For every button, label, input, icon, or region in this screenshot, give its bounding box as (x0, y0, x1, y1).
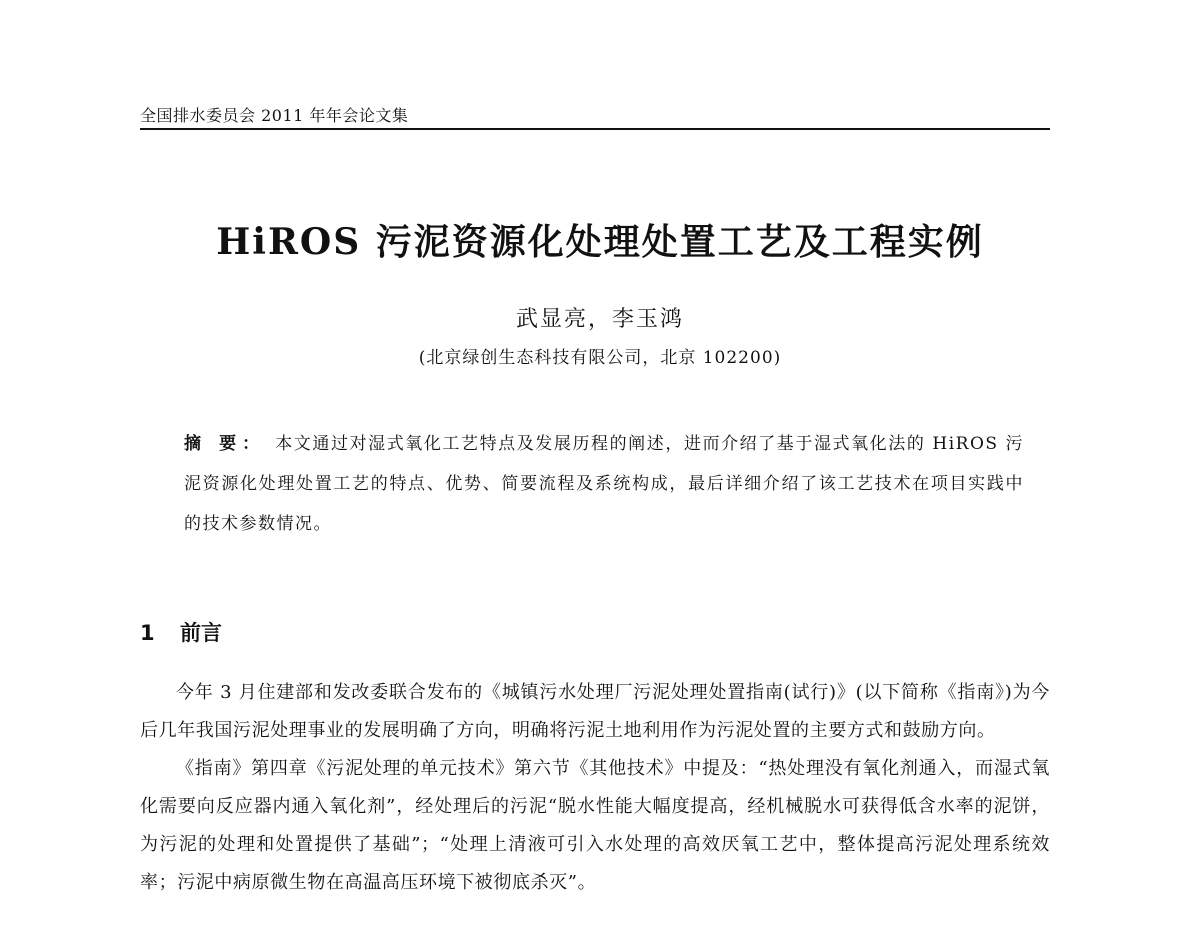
paragraph: 今年 3 月住建部和发改委联合发布的《城镇污水处理厂污泥处理处置指南(试行)》(以下简称《指南》)为今后几年我国污泥处理事业的发展明确了方向，明确将污泥土地利用作为污泥处置的主要方式和鼓励方向。 (140, 682, 1050, 741)
section-number: 1 (140, 621, 155, 645)
section-title: 前言 (180, 621, 222, 645)
section-heading (140, 617, 222, 647)
abstract-label: 摘 要： (184, 434, 266, 454)
running-header: 全国排水委员会 2011 年年会论文集 (140, 106, 409, 125)
header-rule (140, 128, 1050, 130)
abstract (184, 424, 1024, 544)
paragraph: 《指南》第四章《污泥处理的单元技术》第六节《其他技术》中提及：“热处理没有氧化剂通入，而湿式氧化需要向反应器内通入氧化剂”，经处理后的污泥“脱水性能大幅度提高，经机械脱水可获得低含水率的泥饼，为污泥的处理和处置提供了基础”；“处理上清液可引入水处理的高效厌氧工艺中，整体提高污泥处理系统效率；污泥中病原微生物在高温高压环境下被彻底杀灭”。 (140, 758, 1050, 893)
authors: 武显亮，李玉鸿 (515, 307, 684, 332)
paper-title: HiROS 污泥资源化处理处置工艺及工程实例 (216, 221, 984, 263)
abstract-text: 本文通过对湿式氧化工艺特点及发展历程的阐述，进而介绍了基于湿式氧化法的 HiROS 污泥资源化处理处置工艺的特点、优势、简要流程及系统构成，最后详细介绍了该工艺技术在项目实践中的技术参数情况。 (184, 434, 1025, 534)
body-text (140, 674, 1050, 902)
affiliation: (北京绿创生态科技有限公司，北京 102200) (418, 348, 782, 368)
